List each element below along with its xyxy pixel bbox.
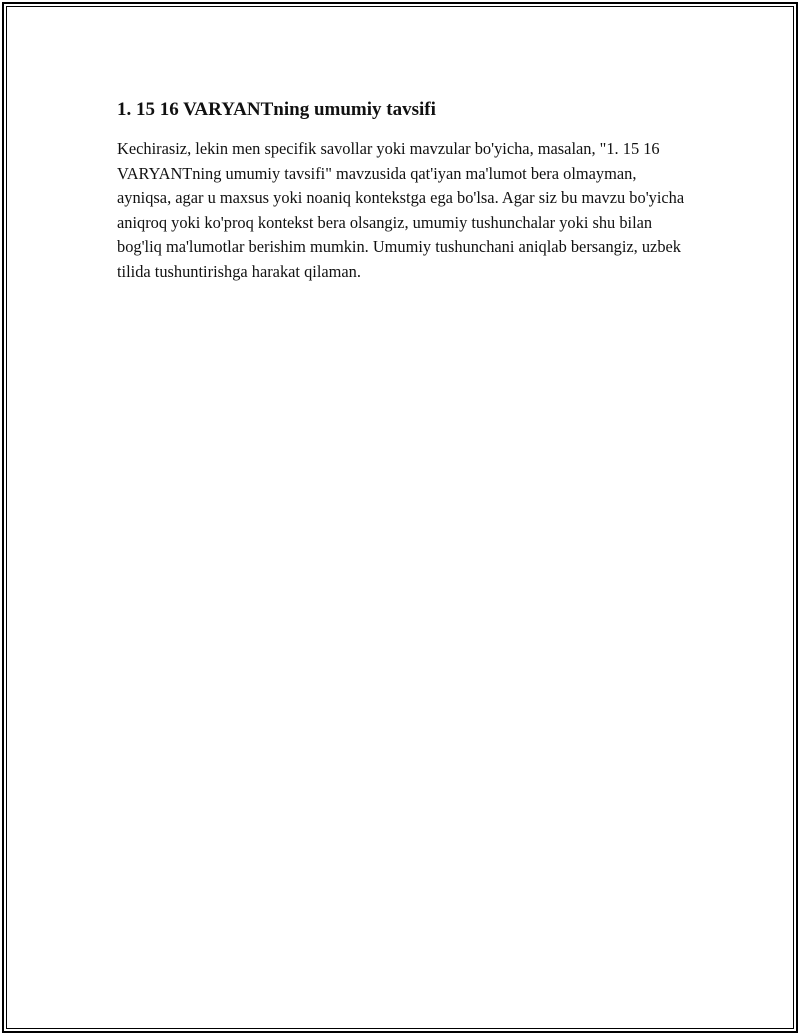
document-page [2, 2, 798, 1033]
section-heading: 1. 15 16 VARYANTning umumiy tavsifi [117, 99, 436, 120]
document-content [117, 98, 687, 284]
section-paragraph: Kechirasiz, lekin men specifik savollar yoki mavzular bo'yicha, masalan, "1. 15 16 VARYANTning umumiy tavsifi" mavzusida qat'iyan ma'lumot bera olmayman, ayniqsa, agar u maxsus yoki noaniq kontekstga ega bo'lsa. Agar siz bu mavzu bo'yicha aniqroq yoki ko'proq kontekst bera olsangiz, umumiy tushunchalar yoki shu bilan bog'liq ma'lumotlar berishim mumkin. Umumiy tushunchani aniqlab bersangiz, uzbek tilida tushuntirishga harakat qilaman. [117, 139, 685, 281]
